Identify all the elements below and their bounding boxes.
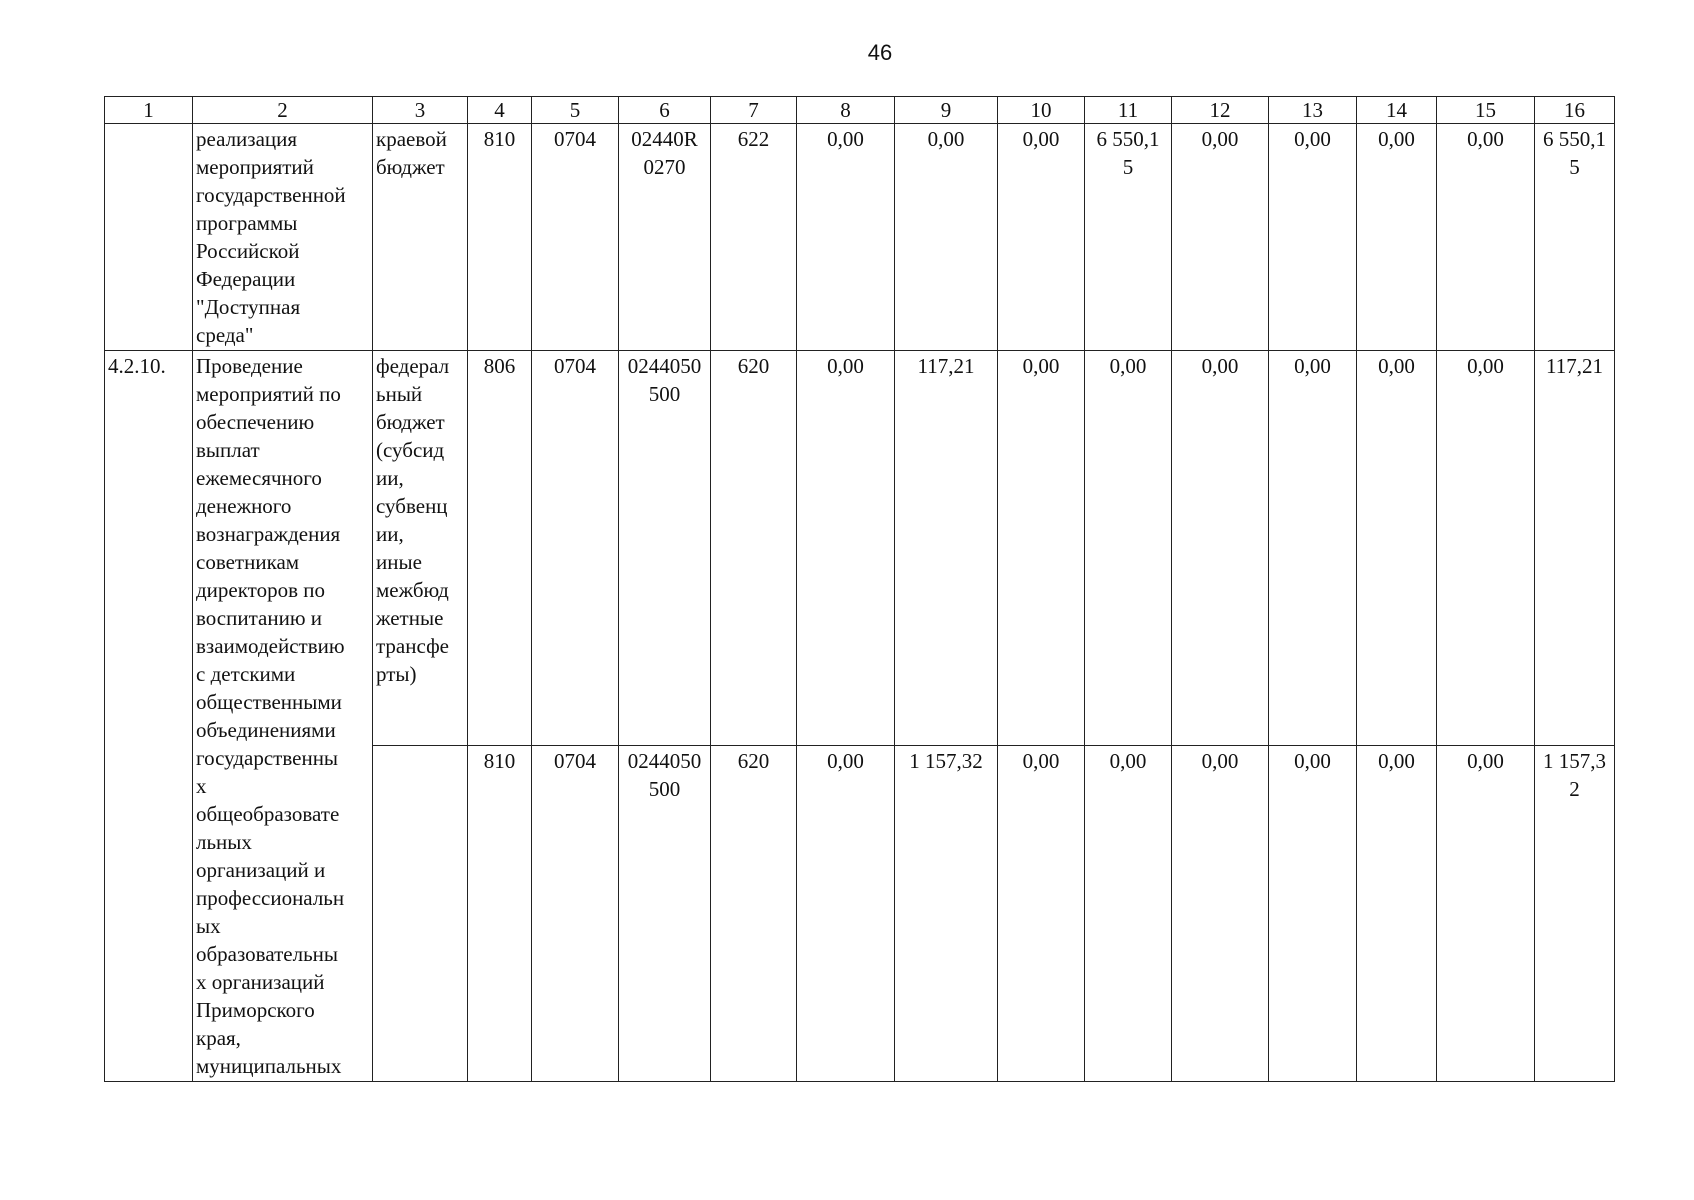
table-cell: 0,00: [1172, 124, 1269, 351]
table-cell: 0704: [532, 124, 619, 351]
table-cell: 0,00: [998, 745, 1085, 1081]
table-cell: 0,00: [1269, 745, 1357, 1081]
table-cell: 0,00: [998, 124, 1085, 351]
column-header: 1: [105, 97, 193, 124]
table-cell: 0,00: [1085, 351, 1172, 746]
table-cell: 622: [711, 124, 797, 351]
column-header: 10: [998, 97, 1085, 124]
table-cell: 0,00: [1085, 745, 1172, 1081]
funding-source-cell: [373, 745, 468, 1081]
column-header: 9: [895, 97, 998, 124]
column-header: 13: [1269, 97, 1357, 124]
table-cell: 0704: [532, 351, 619, 746]
page-number: 46: [867, 40, 893, 65]
table-cell: 0,00: [797, 745, 895, 1081]
column-header: 3: [373, 97, 468, 124]
table-cell: 6 550,1 5: [1535, 124, 1615, 351]
table-cell: 810: [468, 124, 532, 351]
table-cell: 0,00: [1269, 124, 1357, 351]
activity-name-cell: Проведение мероприятий по обеспечению выплат ежемесячного денежного вознаграждения советникам директоров по воспитанию и взаимодействию с детскими общественными объединениями государственны х общеобразовате льных организаций и профессиональн ых образовательны х организаций Приморского края, муниципальных: [193, 351, 373, 1082]
table-cell: 0,00: [797, 351, 895, 746]
table-cell: 0,00: [1357, 124, 1437, 351]
table-cell: 0,00: [1172, 351, 1269, 746]
table-row: [105, 124, 1615, 351]
table-cell: 810: [468, 745, 532, 1081]
budget-table: [104, 96, 1615, 1082]
column-header: 12: [1172, 97, 1269, 124]
column-header: 7: [711, 97, 797, 124]
table-cell: 02440R 0270: [619, 124, 711, 351]
table-cell: 117,21: [895, 351, 998, 746]
column-header: 2: [193, 97, 373, 124]
header-row: [105, 97, 1615, 124]
table-cell: 0,00: [1437, 351, 1535, 746]
table-cell: 0,00: [895, 124, 998, 351]
table-row: [105, 351, 1615, 746]
table-cell: 0,00: [1437, 745, 1535, 1081]
table-cell: 1 157,3 2: [1535, 745, 1615, 1081]
item-number-cell: 4.2.10.: [105, 351, 193, 1082]
column-header: 16: [1535, 97, 1615, 124]
activity-name-cell: реализация мероприятий государственной программы Российской Федерации "Доступная среда": [193, 124, 373, 351]
column-header: 8: [797, 97, 895, 124]
table-cell: 0,00: [1357, 351, 1437, 746]
table-cell: 1 157,32: [895, 745, 998, 1081]
table-cell: 620: [711, 351, 797, 746]
column-header: 11: [1085, 97, 1172, 124]
funding-source-cell: федерал ьный бюджет (субсид ии, субвенц ии, иные межбюд жетные трансфе рты): [373, 351, 468, 746]
table-cell: 0,00: [1172, 745, 1269, 1081]
column-header: 6: [619, 97, 711, 124]
funding-source-cell: краевой бюджет: [373, 124, 468, 351]
table-cell: 0,00: [1269, 351, 1357, 746]
table-cell: 0,00: [998, 351, 1085, 746]
table-cell: 0,00: [1357, 745, 1437, 1081]
table-cell: 117,21: [1535, 351, 1615, 746]
table-cell: 806: [468, 351, 532, 746]
item-number-cell: [105, 124, 193, 351]
table-cell: 0704: [532, 745, 619, 1081]
table-cell: 0244050 500: [619, 351, 711, 746]
table-cell: 0,00: [1437, 124, 1535, 351]
table-cell: 0,00: [797, 124, 895, 351]
table-cell: 0244050 500: [619, 745, 711, 1081]
column-header: 14: [1357, 97, 1437, 124]
column-header: 4: [468, 97, 532, 124]
table-cell: 620: [711, 745, 797, 1081]
column-header: 15: [1437, 97, 1535, 124]
column-header: 5: [532, 97, 619, 124]
table-cell: 6 550,1 5: [1085, 124, 1172, 351]
